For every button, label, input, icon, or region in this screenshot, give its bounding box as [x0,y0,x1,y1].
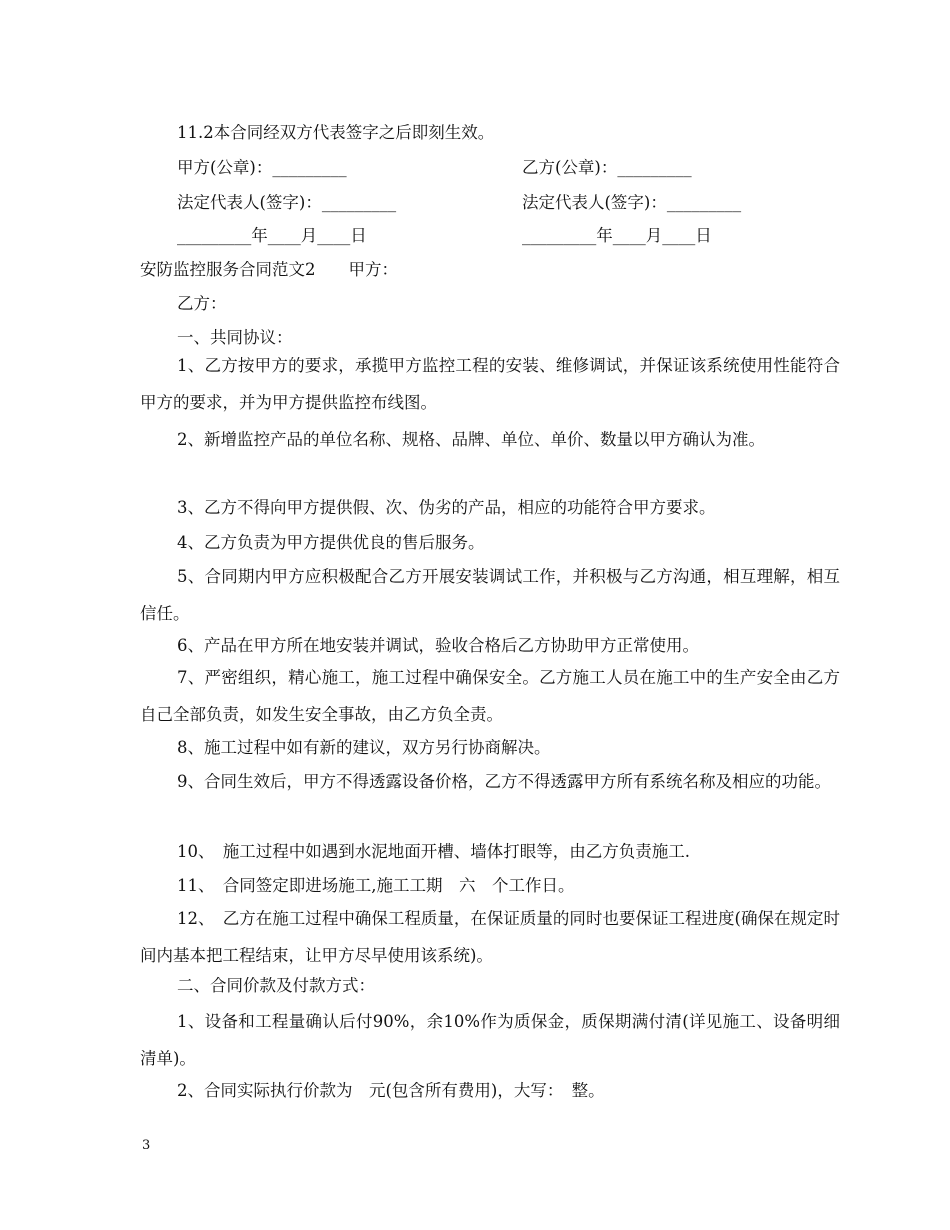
clause-item-12: 12、 乙方在施工过程中确保工程质量，在保证质量的同时也要保证工程进度(确保在规定时间内基本把工程结束，让甲方尽早使用该系统)。 [140,909,840,965]
party-b-label: 乙方： [177,294,227,313]
clause-11-2: 11.2本合同经双方代表签字之后即刻生效。 [177,123,495,142]
clause-item-6: 6、产品在甲方所在地安装并调试，验收合格后乙方协助甲方正常使用。 [177,636,699,655]
payment-item-2: 2、合同实际执行价款为 元(包含所有费用)，大写： 整。 [177,1081,605,1100]
party-a-representative-field: 法定代表人(签字)：_________ [177,193,397,212]
clause-item-5: 5、合同期内甲方应积极配合乙方开展安装调试工作，并积极与乙方沟通，相互理解，相互信任。 [140,567,840,623]
party-b-representative-field: 法定代表人(签字)：_________ [522,193,742,212]
clause-item-1: 1、乙方按甲方的要求，承揽甲方监控工程的安装、维修调试，并保证该系统使用性能符合甲方的要求，并为甲方提供监控布线图。 [140,356,840,412]
clause-item-4: 4、乙方负责为甲方提供优良的售后服务。 [177,533,485,552]
clause-item-7: 7、严密组织，精心施工，施工过程中确保安全。乙方施工人员在施工中的生产安全由乙方自己全部负责，如发生安全事故，由乙方负全责。 [140,668,840,724]
section-2-title: 二、合同价款及付款方式： [177,976,375,995]
page-number: 3 [142,1138,151,1153]
clause-item-8: 8、施工过程中如有新的建议，双方另行协商解决。 [177,738,551,757]
clause-item-3: 3、乙方不得向甲方提供假、次、伪劣的产品，相应的功能符合甲方要求。 [177,498,716,517]
clause-item-9: 9、合同生效后，甲方不得透露设备价格，乙方不得透露甲方所有系统名称及相应的功能。 [177,772,831,791]
contract-heading: 安防监控服务合同范文2 甲方： [140,260,398,279]
party-a-date-field: _________年____月____日 [177,226,367,245]
party-b-seal-field: 乙方(公章)：_________ [522,158,692,177]
payment-item-1: 1、设备和工程量确认后付90%，余10%作为质保金，质保期满付清(详见施工、设备明细清单)。 [140,1012,840,1068]
party-a-seal-field: 甲方(公章)：_________ [177,158,347,177]
party-b-date-field: _________年____月____日 [522,226,712,245]
clause-item-10: 10、 施工过程中如遇到水泥地面开槽、墙体打眼等，由乙方负责施工. [177,842,690,861]
clause-item-11: 11、 合同签定即进场施工,施工工期 六 个工作日。 [177,876,575,895]
clause-item-2: 2、新增监控产品的单位名称、规格、品牌、单位、单价、数量以甲方确认为准。 [177,430,765,449]
section-1-title: 一、共同协议： [177,328,293,347]
